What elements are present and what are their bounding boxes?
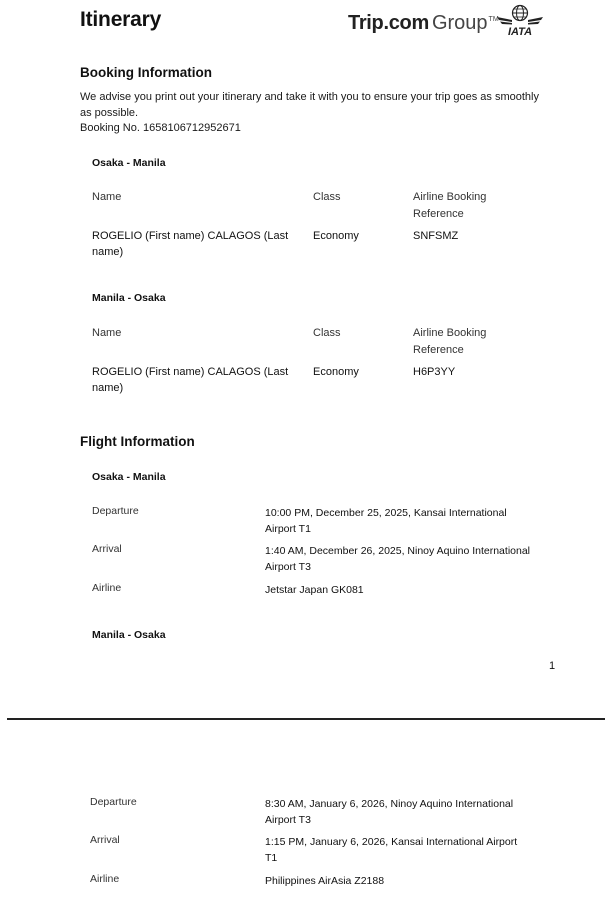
airline-label: Airline — [90, 873, 120, 885]
departure-value: 8:30 AM, January 6, 2026, Ninoy Aquino International Airport T3 — [265, 798, 514, 826]
arrival-label: Arrival — [90, 834, 120, 846]
booking-route-1: Osaka - Manila — [92, 157, 166, 169]
flight-route-2: Manila - Osaka — [92, 629, 166, 641]
column-header-reference: Airline Booking Reference — [413, 327, 487, 356]
itinerary-advice: We advise you print out your itinerary and take it with you to ensure your trip goes as smoothly as possible. — [80, 91, 539, 119]
passenger-name: ROGELIO (First name) CALAGOS (Last name) — [92, 366, 289, 394]
iata-logo-icon — [495, 3, 545, 37]
column-header-name: Name — [92, 327, 122, 339]
departure-label: Departure — [92, 505, 139, 517]
trademark-mark: TM — [488, 16, 499, 24]
page-number: 1 — [549, 660, 556, 672]
arrival-value: 1:40 AM, December 26, 2025, Ninoy Aquino International Airport T3 — [265, 545, 531, 573]
airline-value: Philippines AirAsia Z2188 — [265, 875, 385, 887]
brand-name: Trip.com — [348, 12, 429, 34]
booking-info-heading: Booking Information — [80, 65, 212, 80]
cabin-class: Economy — [313, 366, 359, 378]
cabin-class: Economy — [313, 230, 359, 242]
iata-text: IATA — [507, 26, 533, 37]
page-separator — [7, 718, 605, 720]
booking-reference: H6P3YY — [413, 366, 456, 378]
airline-label: Airline — [92, 582, 122, 594]
column-header-class: Class — [313, 191, 341, 203]
departure-label: Departure — [90, 796, 137, 808]
column-header-reference: Airline Booking Reference — [413, 191, 487, 220]
column-header-name: Name — [92, 191, 122, 203]
flight-route-1: Osaka - Manila — [92, 471, 166, 483]
flight-info-heading: Flight Information — [80, 434, 195, 449]
booking-route-2: Manila - Osaka — [92, 292, 166, 304]
airline-value: Jetstar Japan GK081 — [265, 584, 364, 596]
booking-number: Booking No. 1658106712952671 — [80, 122, 241, 134]
column-header-class: Class — [313, 327, 341, 339]
arrival-value: 1:15 PM, January 6, 2026, Kansai International Airport T1 — [265, 836, 518, 864]
trip-com-group-logo — [348, 12, 499, 35]
arrival-label: Arrival — [92, 543, 122, 555]
passenger-name: ROGELIO (First name) CALAGOS (Last name) — [92, 230, 289, 258]
brand-suffix: Group — [431, 12, 488, 34]
page-title: Itinerary — [80, 8, 162, 31]
departure-value: 10:00 PM, December 25, 2025, Kansai International Airport T1 — [265, 507, 507, 535]
booking-reference: SNFSMZ — [413, 230, 459, 242]
